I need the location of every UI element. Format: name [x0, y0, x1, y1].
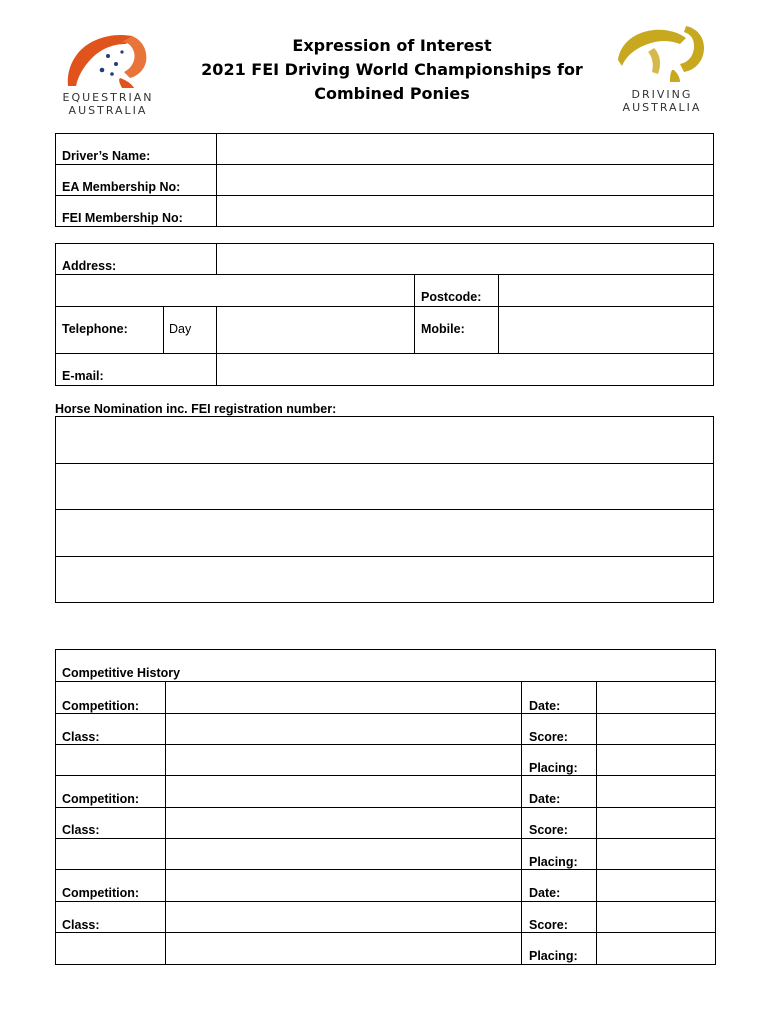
date-label: Date: — [529, 886, 561, 900]
driver-name-field[interactable] — [218, 135, 712, 163]
email-label: E-mail: — [62, 369, 104, 383]
class-label: Class: — [62, 730, 100, 744]
competition-label: Competition: — [62, 886, 140, 900]
score-field-2[interactable] — [598, 809, 714, 837]
placing-field-3[interactable] — [598, 934, 714, 963]
title-line-3: Combined Ponies — [314, 84, 470, 103]
horse-nomination-field-3[interactable] — [57, 511, 712, 555]
score-field-1[interactable] — [598, 715, 714, 743]
score-label: Score: — [529, 823, 568, 837]
competition-label: Competition: — [62, 699, 140, 713]
placing-field-1[interactable] — [598, 746, 714, 774]
left-logo-line2: AUSTRALIA — [68, 104, 148, 117]
postcode-field[interactable] — [500, 276, 712, 305]
fei-membership-label: FEI Membership No: — [62, 211, 183, 225]
horse-nomination-field-1[interactable] — [57, 418, 712, 462]
title-line-2: 2021 FEI Driving World Championships for — [201, 60, 583, 79]
horse-head-icon — [62, 28, 154, 90]
class-field-2[interactable] — [167, 809, 520, 837]
class-field-1[interactable] — [167, 715, 520, 743]
telephone-day-field[interactable] — [218, 308, 413, 352]
postcode-label: Postcode: — [421, 290, 482, 304]
date-field-1[interactable] — [598, 683, 714, 712]
horse-head-icon — [614, 20, 710, 86]
competitive-history-heading: Competitive History — [62, 666, 181, 680]
score-label: Score: — [529, 918, 568, 932]
ea-membership-label: EA Membership No: — [62, 180, 181, 194]
score-field-3[interactable] — [598, 903, 714, 931]
placing-field-2[interactable] — [598, 840, 714, 868]
title-line-1: Expression of Interest — [292, 36, 492, 55]
class-field-3[interactable] — [167, 903, 520, 931]
left-logo-line1: EQUESTRIAN — [62, 91, 154, 104]
ea-membership-field[interactable] — [218, 166, 712, 194]
placing-label: Placing: — [529, 761, 578, 775]
date-field-3[interactable] — [598, 871, 714, 900]
address-field[interactable] — [218, 245, 712, 273]
competition-field-1[interactable] — [167, 683, 520, 712]
horse-nomination-field-2[interactable] — [57, 465, 712, 508]
fei-membership-field[interactable] — [218, 197, 712, 225]
horse-nomination-field-4[interactable] — [57, 558, 712, 601]
date-label: Date: — [529, 792, 561, 806]
score-label: Score: — [529, 730, 568, 744]
day-label: Day — [169, 322, 192, 336]
class-label: Class: — [62, 918, 100, 932]
page-title — [190, 34, 594, 106]
email-field[interactable] — [218, 355, 712, 384]
placing-label: Placing: — [529, 855, 578, 869]
date-label: Date: — [529, 699, 561, 713]
address-label: Address: — [62, 259, 117, 273]
competition-label: Competition: — [62, 792, 140, 806]
right-logo-line2: AUSTRALIA — [622, 101, 702, 114]
placing-label: Placing: — [529, 949, 578, 963]
right-logo-line1: DRIVING — [631, 88, 693, 101]
competition-field-3[interactable] — [167, 871, 520, 900]
competition-field-2[interactable] — [167, 777, 520, 806]
telephone-label: Telephone: — [62, 322, 128, 336]
class-label: Class: — [62, 823, 100, 837]
mobile-field[interactable] — [500, 308, 712, 352]
horse-nomination-heading: Horse Nomination inc. FEI registration number: — [55, 402, 337, 416]
date-field-2[interactable] — [598, 777, 714, 806]
driver-name-label: Driver’s Name: — [62, 149, 151, 163]
mobile-label: Mobile: — [421, 322, 465, 336]
